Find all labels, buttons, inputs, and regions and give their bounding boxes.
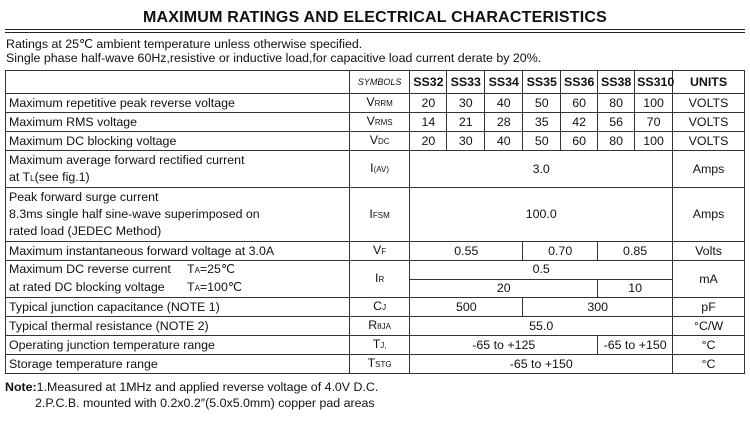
value-cell: -65 to +150 — [410, 355, 673, 374]
value-cell: 20 — [410, 132, 447, 151]
value-cell: 300 — [523, 298, 673, 317]
symbol-cell: TJ, — [349, 336, 410, 355]
value-cell: -65 to +125 — [410, 336, 598, 355]
unit-cell: °C/W — [673, 317, 745, 336]
value-cell: 0.5 — [410, 261, 673, 280]
header-model: SS38 — [598, 71, 635, 94]
row-cj — [6, 298, 745, 317]
unit-cell: VOLTS — [673, 132, 745, 151]
row-rtheta — [6, 317, 745, 336]
header-row — [6, 71, 745, 94]
param-label: Peak forward surge current 8.3ms single half sine-wave superimposed on rated load (JEDEC Method) — [6, 188, 350, 242]
symbol-cell: CJ — [349, 298, 410, 317]
value-cell: 20 — [410, 94, 447, 113]
value-cell: 56 — [598, 113, 635, 132]
unit-cell: pF — [673, 298, 745, 317]
row-ir-25 — [6, 261, 745, 280]
intro-line-2: Single phase half-wave 60Hz,resistive or inductive load,for capacitive load current derate by 20%. — [6, 51, 542, 65]
title-rule-bottom — [5, 32, 745, 33]
param-label: Typical junction capacitance (NOTE 1) — [6, 298, 350, 317]
value-cell: 50 — [523, 94, 561, 113]
value-cell: 10 — [598, 279, 673, 298]
unit-cell: °C — [673, 355, 745, 374]
value-cell: 60 — [561, 94, 598, 113]
note-2: 2.P.C.B. mounted with 0.2x0.2″(5.0x5.0mm) copper pad areas — [35, 395, 375, 410]
header-model: SS36 — [561, 71, 598, 94]
notes-section — [5, 380, 378, 411]
value-cell: 42 — [561, 113, 598, 132]
param-label: Maximum DC reverse current TA=25℃ at rated DC blocking voltage TA=100℃ — [6, 261, 350, 298]
value-cell: 3.0 — [410, 151, 673, 188]
header-symbols: SYMBOLS — [349, 71, 410, 94]
unit-cell: Amps — [673, 151, 745, 188]
value-cell: 70 — [635, 113, 673, 132]
value-cell: 100 — [635, 132, 673, 151]
value-cell: 80 — [598, 94, 635, 113]
symbol-cell: I(AV) — [349, 151, 410, 188]
symbol-cell: TSTG — [349, 355, 410, 374]
header-units: UNITS — [673, 71, 745, 94]
value-cell: 28 — [485, 113, 523, 132]
value-cell: 21 — [447, 113, 485, 132]
value-cell: 0.85 — [598, 242, 673, 261]
param-label: Maximum instantaneous forward voltage at 3.0A — [6, 242, 350, 261]
header-model: SS310 — [635, 71, 673, 94]
param-label: Maximum repetitive peak reverse voltage — [6, 94, 350, 113]
symbol-cell: VDC — [349, 132, 410, 151]
value-cell: 100.0 — [410, 188, 673, 242]
intro-line-1: Ratings at 25℃ ambient temperature unless otherwise specified. — [6, 37, 363, 51]
intro-text — [6, 37, 541, 65]
value-cell: 40 — [485, 94, 523, 113]
param-label: Operating junction temperature range — [6, 336, 350, 355]
value-cell: 30 — [447, 94, 485, 113]
value-cell: 40 — [485, 132, 523, 151]
param-label: Maximum average forward rectified current at TL(see fig.1) — [6, 151, 350, 188]
value-cell: 500 — [410, 298, 523, 317]
header-model: SS33 — [447, 71, 485, 94]
header-model: SS35 — [523, 71, 561, 94]
header-blank — [6, 71, 350, 94]
symbol-cell: IFSM — [349, 188, 410, 242]
ratings-table — [5, 70, 745, 374]
param-label: Storage temperature range — [6, 355, 350, 374]
value-cell: 50 — [523, 132, 561, 151]
symbol-cell: VRRM — [349, 94, 410, 113]
row-vf — [6, 242, 745, 261]
row-tstg — [6, 355, 745, 374]
symbol-cell: IR — [349, 261, 410, 298]
row-vrms — [6, 113, 745, 132]
row-vrrm — [6, 94, 745, 113]
row-vdc — [6, 132, 745, 151]
value-cell: 60 — [561, 132, 598, 151]
param-label: Maximum DC blocking voltage — [6, 132, 350, 151]
unit-cell: Volts — [673, 242, 745, 261]
row-ifsm — [6, 188, 745, 242]
param-label: Maximum RMS voltage — [6, 113, 350, 132]
row-iav — [6, 151, 745, 188]
unit-cell: VOLTS — [673, 94, 745, 113]
value-cell: 0.55 — [410, 242, 523, 261]
value-cell: 30 — [447, 132, 485, 151]
unit-cell: °C — [673, 336, 745, 355]
header-model: SS32 — [410, 71, 447, 94]
title-rule-top — [5, 29, 745, 30]
row-tj — [6, 336, 745, 355]
value-cell: -65 to +150 — [598, 336, 673, 355]
value-cell: 35 — [523, 113, 561, 132]
symbol-cell: RθJA — [349, 317, 410, 336]
unit-cell: Amps — [673, 188, 745, 242]
symbol-cell: VF — [349, 242, 410, 261]
value-cell: 55.0 — [410, 317, 673, 336]
value-cell: 20 — [410, 279, 598, 298]
note-1: Note:1.Measured at 1MHz and applied reverse voltage of 4.0V D.C. — [5, 380, 379, 394]
value-cell: 100 — [635, 94, 673, 113]
header-model: SS34 — [485, 71, 523, 94]
value-cell: 14 — [410, 113, 447, 132]
unit-cell: mA — [673, 261, 745, 298]
symbol-cell: VRMS — [349, 113, 410, 132]
page-title: MAXIMUM RATINGS AND ELECTRICAL CHARACTERISTICS — [142, 9, 607, 26]
value-cell: 0.70 — [523, 242, 598, 261]
unit-cell: VOLTS — [673, 113, 745, 132]
param-label: Typical thermal resistance (NOTE 2) — [6, 317, 350, 336]
value-cell: 80 — [598, 132, 635, 151]
